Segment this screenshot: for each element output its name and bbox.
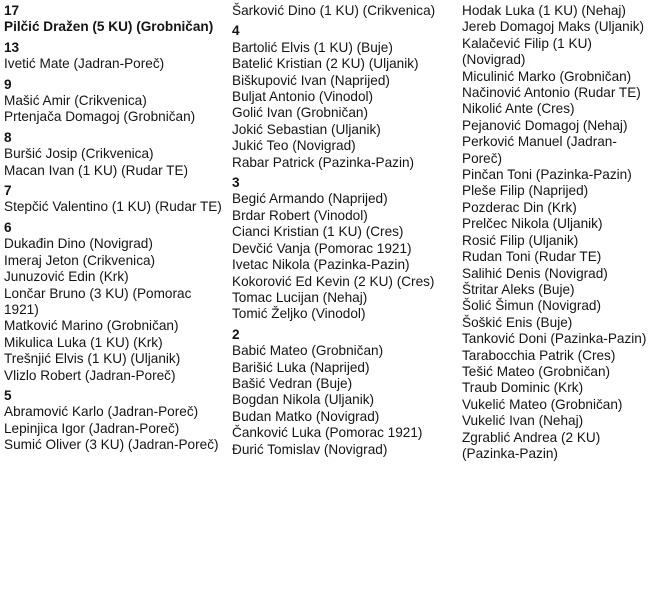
scorer-entry: Matković Marino (Grobničan) [4, 318, 179, 334]
scorer-entry: Biškupović Ivan (Naprijed) [232, 72, 390, 88]
goals-count-heading: 3 [232, 175, 240, 191]
scorer-entry: Kalačević Filip (1 KU) (Novigrad) [462, 35, 592, 68]
scorer-entry: Nikolić Ante (Cres) [462, 101, 575, 117]
goals-group [4, 77, 226, 126]
goals-group [232, 3, 456, 19]
scorer-entry: Trešnjić Elvis (1 KU) (Uljanik) [4, 351, 181, 367]
scorer-entry: Imeraj Jeton (Crikvenica) [4, 252, 156, 268]
scorer-entry: Kokorović Ed Kevin (2 KU) (Cres) [232, 273, 435, 289]
scorer-entry: Tarabocchia Patrik (Cres) [462, 347, 616, 363]
goals-group [4, 40, 226, 73]
scorer-entry: Vukelić Ivan (Nehaj) [462, 413, 584, 429]
goals-group [232, 23, 456, 171]
scorer-entry: Prtenjača Domagoj (Grobničan) [4, 109, 196, 125]
scorer-entry: Macan Ivan (1 KU) (Rudar TE) [4, 162, 189, 178]
scorer-entry: Pilčić Dražen (5 KU) (Grobničan) [4, 19, 214, 35]
scorer-entry: Vukelić Mateo (Grobničan) [462, 396, 623, 412]
scorer-entry: Jokić Sebastian (Uljanik) [232, 121, 381, 137]
scorer-entry: Bogdan Nikola (Uljanik) [232, 392, 375, 408]
scorer-entry: Jukić Teo (Novigrad) [232, 138, 356, 154]
goals-group [232, 175, 456, 323]
scorer-entry: Bartolić Elvis (1 KU) (Buje) [232, 39, 393, 55]
scorer-entry: Zgrablić Andrea (2 KU) (Pazinka-Pazin) [462, 429, 601, 461]
scorer-entry: Begić Armando (Naprijed) [232, 191, 388, 207]
scorer-entry: Sumić Oliver (3 KU) (Jadran-Poreč) [4, 437, 219, 453]
scorer-entry: Babić Mateo (Grobničan) [232, 343, 384, 359]
goals-group [4, 130, 226, 179]
goals-count-heading: 8 [4, 129, 12, 145]
scorer-entry: Rudan Toni (Rudar TE) [462, 249, 602, 265]
scorer-entry: Brdar Robert (Vinodol) [232, 207, 368, 223]
scorer-entry: Tanković Doni (Pazinka-Pazin) [462, 331, 647, 347]
goals-count-heading: 9 [4, 76, 12, 92]
scorer-entry: Vlizlo Robert (Jadran-Poreč) [4, 367, 176, 383]
scorer-entry: Abramović Karlo (Jadran-Poreč) [4, 404, 199, 420]
scorer-entry: Lončar Bruno (3 KU) (Pomorac 1921) [4, 285, 192, 317]
scorer-entry: Barišić Luka (Naprijed) [232, 359, 370, 375]
goals-count-heading: 7 [4, 183, 12, 199]
scorer-entry: Pinčan Toni (Pazinka-Pazin) [462, 167, 632, 183]
scorer-entry: Rabar Patrick (Pazinka-Pazin) [232, 154, 415, 170]
scorer-entry: Mašić Amir (Crikvenica) [4, 93, 147, 109]
scorer-entry: Cianci Kristian (1 KU) (Cres) [232, 224, 404, 240]
scorer-entry: Tomac Lucijan (Nehaj) [232, 289, 368, 305]
scorer-entry: Traub Dominic (Krk) [462, 380, 584, 396]
scorer-entry: Golić Ivan (Grobničan) [232, 105, 368, 121]
goals-count-heading: 2 [232, 326, 240, 342]
scorer-entry: Dukađin Dino (Novigrad) [4, 236, 153, 252]
scorer-entry: Pejanović Domagoj (Nehaj) [462, 117, 628, 133]
scorer-entry: Devčić Vanja (Pomorac 1921) [232, 240, 412, 256]
scorer-entry: Đurić Tomislav (Novigrad) [232, 441, 388, 457]
scorer-entry: Tomić Željko (Vinodol) [232, 306, 366, 322]
scorer-entry: Perković Manuel (Jadran-Poreč) [462, 134, 617, 166]
scorer-entry: Lepinjica Igor (Jadran-Poreč) [4, 420, 180, 436]
goals-count-heading: 17 [4, 3, 20, 18]
scorer-entry: Ivetac Nikola (Pazinka-Pazin) [232, 257, 410, 273]
scorer-entry: Načinović Antonio (Rudar TE) [462, 85, 641, 101]
scorer-entry: Budan Matko (Novigrad) [232, 408, 380, 424]
scorer-entry: Štritar Aleks (Buje) [462, 281, 575, 297]
goals-group [4, 183, 226, 216]
scorer-entry: Šoškić Enis (Buje) [462, 314, 573, 330]
scorer-entry: Bašić Vedran (Buje) [232, 375, 353, 391]
column-2 [232, 3, 456, 458]
scorer-entry: Ivetić Mate (Jadran-Poreč) [4, 56, 165, 72]
scorer-entry: Čanković Luka (Pomorac 1921) [232, 425, 423, 441]
scorer-entry: Hodak Luka (1 KU) (Nehaj) [462, 3, 626, 18]
scorer-entry: Rosić Filip (Uljanik) [462, 232, 579, 248]
goals-count-heading: 5 [4, 387, 12, 403]
scorer-entry: Batelić Kristian (2 KU) (Uljanik) [232, 56, 419, 72]
scorer-entry: Salihić Denis (Novigrad) [462, 265, 608, 281]
scorer-entry: Junuzović Edin (Krk) [4, 269, 129, 285]
scorer-entry: Stepčić Valentino (1 KU) (Rudar TE) [4, 199, 222, 215]
scorer-entry: Jereb Domagoj Maks (Uljanik) [462, 19, 645, 35]
scorer-entry: Pozderac Din (Krk) [462, 199, 577, 215]
goals-group [232, 327, 456, 458]
scorer-entry: Pleše Filip (Naprijed) [462, 183, 589, 199]
scorer-entry: Prelčec Nikola (Uljanik) [462, 216, 603, 232]
scorer-entry: Mikulica Luka (1 KU) (Krk) [4, 334, 163, 350]
goals-group [4, 3, 226, 36]
goals-count-heading: 4 [232, 23, 240, 39]
scorer-entry: Šarković Dino (1 KU) (Crikvenica) [232, 3, 436, 18]
goals-group [4, 388, 226, 454]
goals-group [462, 3, 648, 462]
goals-count-heading: 6 [4, 219, 12, 235]
scorer-entry: Šolić Šimun (Novigrad) [462, 298, 602, 314]
scorer-entry: Miculinić Marko (Grobničan) [462, 68, 632, 84]
scorer-entry: Tešić Mateo (Grobničan) [462, 363, 611, 379]
goals-count-heading: 13 [4, 39, 20, 55]
column-3 [462, 3, 648, 462]
scorer-entry: Buršić Josip (Crikvenica) [4, 146, 154, 162]
column-1 [4, 3, 226, 454]
scorer-entry: Buljat Antonio (Vinodol) [232, 89, 374, 105]
goals-group [4, 220, 226, 384]
